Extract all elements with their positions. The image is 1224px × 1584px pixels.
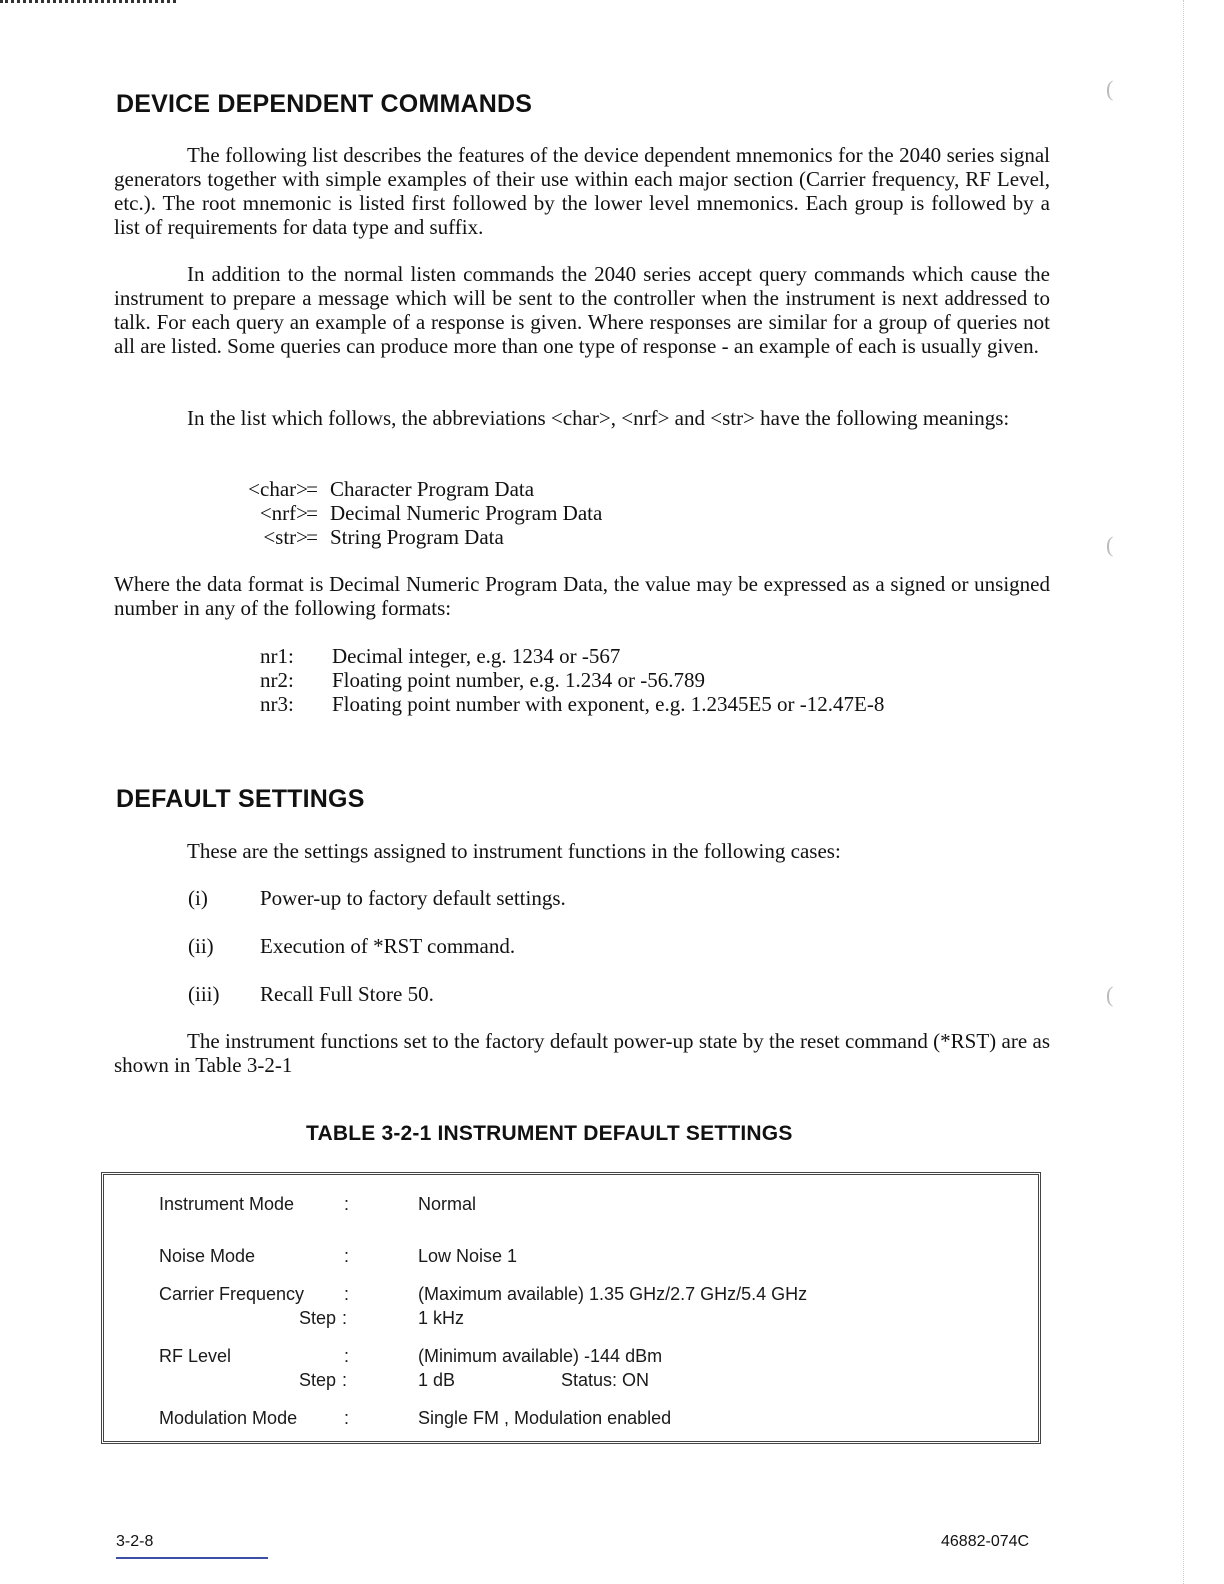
- table-colon: :: [344, 1408, 350, 1428]
- table-label: Instrument Mode: [159, 1194, 295, 1214]
- settings-paragraph: These are the settings assigned to instrument functions in the following cases:: [187, 839, 841, 863]
- table-value: (Minimum available) -144 dBm: [418, 1346, 663, 1366]
- format-key: nr1:: [260, 644, 294, 668]
- abbreviation-paragraph: In the list which follows, the abbreviations <char>, <nrf> and <str> have the following meanings:: [187, 406, 1010, 430]
- case-key: (iii): [188, 982, 220, 1006]
- document-number: 46882-074C: [941, 1533, 1030, 1550]
- heading-default-settings: DEFAULT SETTINGS: [116, 785, 365, 813]
- table-colon: :: [344, 1346, 350, 1366]
- footer-rule: [116, 1557, 268, 1559]
- format-desc: Floating point number, e.g. 1.234 or -56.789: [332, 668, 706, 692]
- heading-device-dependent-commands: DEVICE DEPENDENT COMMANDS: [116, 90, 533, 118]
- abbrev-equals: =: [306, 501, 318, 525]
- table-label: Carrier Frequency: [159, 1284, 305, 1304]
- format-desc: Floating point number with exponent, e.g. 1.2345E5 or -12.47E-8: [332, 692, 885, 716]
- case-desc: Power-up to factory default settings.: [260, 886, 566, 910]
- abbrev-term: <nrf>: [259, 501, 308, 525]
- table-colon: :: [342, 1370, 348, 1390]
- case-desc: Recall Full Store 50.: [260, 982, 434, 1006]
- table-status: Status: ON: [561, 1370, 650, 1390]
- abbrev-desc: String Program Data: [330, 525, 504, 549]
- table-sublabel: Step: [299, 1308, 337, 1328]
- table-value: 1 dB: [418, 1370, 456, 1390]
- table-value: 1 kHz: [418, 1308, 465, 1328]
- query-paragraph: In addition to the normal listen commands the 2040 series accept query commands which cause the instrument to prepare a message which will be sent to the controller when the instrument is next addressed to talk. For each query an example of a response is given. Where responses are similar for a group of queries not all are listed. Some queries can produce more than one type of response - an example of each is usually given.: [114, 262, 1050, 358]
- abbrev-term: <char>: [248, 477, 308, 501]
- binder-hole-mark: (: [1106, 76, 1114, 101]
- abbrev-equals: =: [306, 525, 318, 549]
- case-key: (i): [188, 886, 208, 910]
- table-value: Single FM , Modulation enabled: [418, 1408, 672, 1428]
- format-paragraph: Where the data format is Decimal Numeric Program Data, the value may be expressed as a signed or unsigned number in any of the following formats:: [114, 572, 1050, 620]
- format-key: nr3:: [260, 692, 294, 716]
- table-colon: :: [344, 1194, 350, 1214]
- table-colon: :: [344, 1284, 350, 1304]
- table-value: Low Noise 1: [418, 1246, 518, 1266]
- table-colon: :: [344, 1246, 350, 1266]
- table-label: Modulation Mode: [159, 1408, 298, 1428]
- table-label: Noise Mode: [159, 1246, 256, 1266]
- table-colon: :: [342, 1308, 348, 1328]
- table-title: TABLE 3-2-1 INSTRUMENT DEFAULT SETTINGS: [306, 1122, 793, 1145]
- binder-hole-mark: (: [1106, 982, 1114, 1007]
- table-value: Normal: [418, 1194, 477, 1214]
- header-remnant: [0, 0, 176, 11]
- abbrev-desc: Character Program Data: [330, 477, 535, 501]
- abbrev-desc: Decimal Numeric Program Data: [330, 501, 603, 525]
- page-edge: [1183, 0, 1185, 1584]
- abbrev-equals: =: [306, 477, 318, 501]
- format-desc: Decimal integer, e.g. 1234 or -567: [332, 644, 621, 668]
- format-key: nr2:: [260, 668, 294, 692]
- binder-hole-mark: (: [1106, 532, 1114, 557]
- table-sublabel: Step: [299, 1370, 337, 1390]
- table-label: RF Level: [159, 1346, 232, 1366]
- case-key: (ii): [188, 934, 214, 958]
- case-desc: Execution of *RST command.: [260, 934, 516, 958]
- intro-paragraph: The following list describes the features of the device dependent mnemonics for the 2040 series signal generators together with simple examples of their use within each major section (Carrier frequency, RF Level, etc.). The root mnemonic is listed first followed by the lower level mnemonics. Each group is followed by a list of requirements for data type and suffix.: [114, 143, 1050, 239]
- table-value: (Maximum available) 1.35 GHz/2.7 GHz/5.4 GHz: [418, 1284, 808, 1304]
- reset-paragraph: The instrument functions set to the factory default power-up state by the reset command (*RST) are as shown in Table 3-2-1: [114, 1029, 1050, 1077]
- abbrev-term: <str>: [263, 525, 308, 549]
- page-number: 3-2-8: [116, 1533, 154, 1550]
